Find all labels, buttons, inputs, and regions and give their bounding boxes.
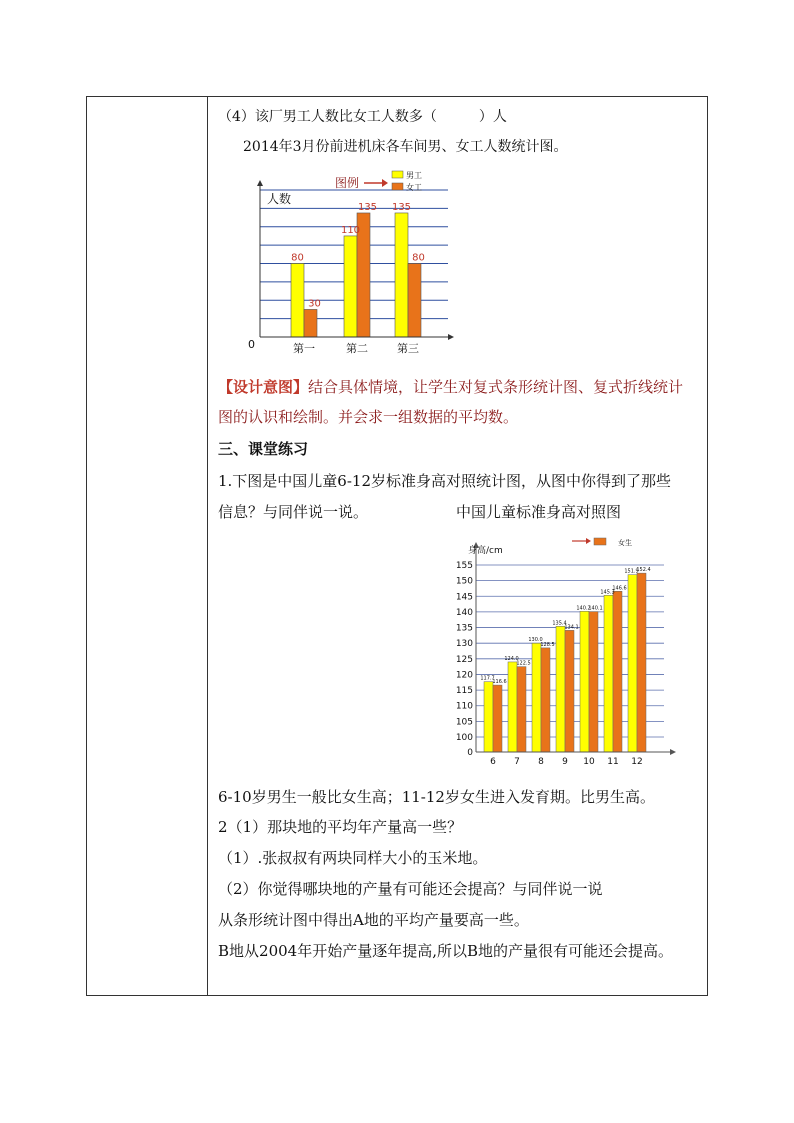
chart2-bar (580, 611, 589, 752)
chart2-data-label: 146.6 (612, 585, 627, 592)
exercise-2-line-5: B地从2004年开始产量逐年提高,所以B地的产量很有可能还会提高。 (218, 942, 673, 960)
chart1-data-label: 135 (357, 201, 378, 213)
chart2-bar (484, 682, 493, 752)
chart2-data-label: 134.1 (564, 624, 579, 631)
chart1-legend-title: 图例 (335, 176, 360, 190)
chart1-ylabel: 人数 (267, 192, 292, 206)
chart2-data-label: 135.4 (552, 620, 567, 627)
column-divider (207, 97, 208, 995)
chart1-legend-swatch (392, 183, 403, 190)
chart1-title: 2014年3月份前进机床各车间男、女工人数统计图。 (243, 139, 568, 155)
chart-workers (238, 168, 458, 360)
chart2-y-tick-label: 0 (467, 748, 473, 758)
chart2-data-label: 151.9 (624, 568, 639, 575)
chart2-y-tick-label: 125 (455, 654, 473, 665)
chart1-legend-arrow (364, 179, 388, 187)
chart2-y-ticks (456, 561, 473, 758)
exercise-2-line-3: （2）你觉得哪块地的产量有可能还会提高？与同伴说一说 (218, 880, 603, 898)
chart1-bar (304, 309, 317, 337)
chart-height (436, 532, 686, 772)
chart2-y-tick-label: 145 (455, 592, 473, 603)
chart1-data-label: 80 (412, 252, 425, 264)
chart2-category-label: 10 (583, 757, 595, 767)
chart2-bar (565, 630, 574, 752)
chart2-data-label: 116.6 (492, 679, 507, 686)
chart2-legend (594, 538, 632, 547)
chart2-category-label: 6 (490, 757, 496, 767)
chart1-category-label: 第一 (293, 342, 315, 355)
chart2-data-label: 140.1 (588, 605, 603, 612)
chart2-data-label: 122.5 (516, 660, 531, 667)
exercise-1-line-2: 信息？与同伴说一说。 (218, 503, 369, 521)
chart2-y-tick-label: 130 (455, 639, 473, 650)
chart2-bar (556, 626, 565, 752)
chart1-data-label: 30 (308, 298, 321, 310)
chart2-y-tick-label: 140 (455, 607, 473, 618)
chart2-bar (637, 573, 646, 752)
chart2-data-label: 140.2 (576, 605, 591, 612)
question-4: （4）该厂男工人数比女工人数多（ ）人 (218, 109, 507, 125)
chart2-y-tick-label: 100 (455, 733, 473, 743)
chart1-y-axis-arrow (257, 180, 263, 186)
chart2-y-tick-label: 150 (455, 576, 473, 587)
chart2-bar (517, 667, 526, 752)
chart1-category-labels (293, 342, 419, 355)
chart2-legend-label: 女生 (618, 539, 632, 547)
chart1-bar (408, 264, 421, 338)
section-heading-practice: 三、课堂练习 (218, 440, 309, 458)
chart2-category-label: 9 (562, 757, 568, 767)
chart2-ylabel: 身高/cm (468, 546, 503, 556)
chart1-legend (392, 171, 422, 192)
chart2-category-labels (490, 757, 643, 767)
chart2-title: 中国儿童标准身高对照图 (456, 503, 622, 521)
chart1-category-label: 第三 (397, 342, 419, 355)
chart2-category-label: 8 (538, 757, 544, 767)
chart2-data-label: 124.0 (504, 655, 519, 662)
chart2-data-label: 152.4 (636, 567, 651, 574)
design-intent-text-2: 图的认识和绘制。并会求一组数据的平均数。 (218, 408, 519, 426)
chart2-bars (484, 573, 646, 752)
chart2-y-tick-label: 120 (455, 670, 473, 681)
exercise-2-line-2: （1）.张叔叔有两块同样大小的玉米地。 (218, 849, 488, 867)
chart1-legend-label: 男工 (406, 171, 422, 180)
chart2-legend-arrow (572, 538, 591, 544)
chart2-category-label: 7 (514, 757, 520, 767)
chart1-origin: 0 (248, 338, 255, 351)
chart2-bar (493, 685, 502, 752)
chart2-y-tick-label: 155 (455, 561, 473, 571)
chart2-bar (628, 575, 637, 752)
chart2-data-label: 145.3 (600, 589, 615, 596)
chart2-legend-swatch (594, 538, 606, 545)
chart1-bar (291, 264, 304, 338)
chart2-data-label: 130.0 (528, 637, 543, 644)
answer-1: 6-10岁男生一般比女生高；11-12岁女生进入发育期。比男生高。 (218, 788, 655, 806)
chart1-data-label: 135 (391, 201, 412, 213)
design-intent (218, 376, 683, 397)
exercise-2-line-1: 2（1）那块地的平均年产量高一些？ (218, 818, 463, 836)
chart2-x-axis-arrow (670, 749, 676, 755)
chart2-bar (604, 595, 613, 752)
design-intent-text-1: 结合具体情境，让学生对复式条形统计图、复式折线统计 (308, 378, 684, 396)
chart1-bar (344, 236, 357, 337)
chart2-y-tick-label: 110 (455, 701, 473, 712)
chart1-x-axis-arrow (448, 334, 454, 340)
chart2-y-tick-label: 115 (455, 686, 473, 697)
chart2-bar (508, 662, 517, 752)
chart2-bar (613, 591, 622, 752)
chart2-y-tick-label: 135 (455, 623, 473, 634)
chart1-legend-swatch (392, 171, 403, 178)
chart2-y-tick-label: 105 (455, 717, 473, 728)
chart2-data-label: 128.5 (540, 641, 555, 648)
chart2-category-label: 11 (607, 757, 619, 767)
chart1-data-label: 80 (291, 252, 304, 264)
exercise-1-line-1: 1.下图是中国儿童6-12岁标准身高对照统计图，从图中你得到了那些 (218, 472, 672, 490)
chart2-bar (532, 643, 541, 752)
chart1-legend-label: 女工 (406, 183, 422, 192)
chart2-bar (541, 648, 550, 752)
chart2-bar (589, 612, 598, 752)
chart2-data-label: 117.7 (480, 675, 495, 682)
chart1-bar (395, 213, 408, 337)
chart1-category-label: 第二 (346, 342, 368, 355)
design-intent-label: 【设计意图】 (218, 378, 309, 396)
chart2-category-label: 12 (631, 757, 643, 767)
chart1-data-label: 110 (340, 224, 361, 236)
exercise-2-line-4: 从条形统计图中得出A地的平均产量要高一些。 (218, 911, 529, 929)
